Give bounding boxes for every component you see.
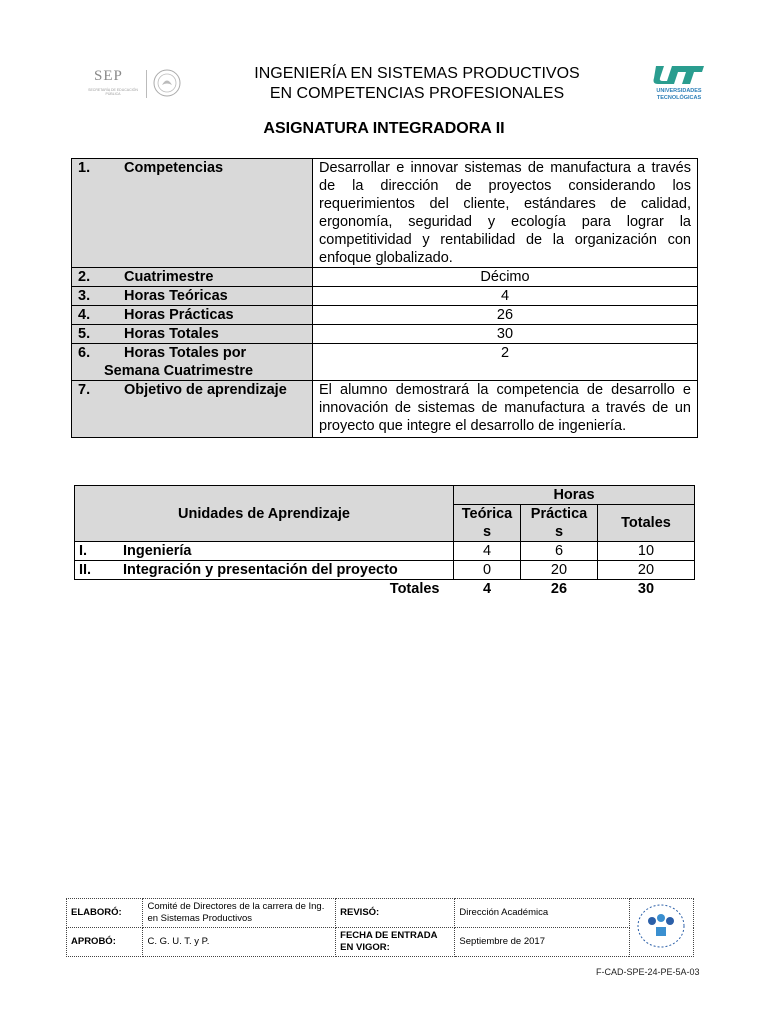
practicas-header-line1: Práctica (530, 506, 588, 522)
info-row (72, 287, 698, 306)
program-title (220, 64, 614, 104)
aprobo-value: C. G. U. T. y P. (143, 928, 336, 957)
unit-teoricas: 0 (454, 561, 521, 580)
unit-practicas: 6 (521, 542, 598, 561)
program-title-line2: EN COMPETENCIAS PROFESIONALES (269, 85, 565, 102)
info-label (72, 287, 313, 306)
totals-teoricas: 4 (482, 581, 492, 597)
info-label (72, 268, 313, 287)
subject-info-table (71, 158, 698, 438)
approval-footer-table (66, 898, 694, 957)
sep-logo (78, 66, 186, 102)
footer-row (67, 928, 694, 957)
unit-number: I. (79, 543, 88, 559)
info-row (72, 344, 698, 381)
aprobo-label: APROBÓ: (67, 928, 143, 957)
teoricas-column-header (454, 505, 521, 542)
unit-name-text: Ingeniería (123, 543, 192, 559)
unit-teoricas: 4 (454, 542, 521, 561)
unit-name (75, 542, 454, 561)
info-label-text-line2: Semana Cuatrimestre (104, 363, 254, 379)
info-value: El alumno demostrará la competencia de desarrollo e innovación de sistemas de manufactura a través de un proyecto que integre el desarrollo de ingeniería. (313, 381, 698, 438)
units-column-header: Unidades de Aprendizaje (75, 486, 454, 542)
info-label-text: Horas Prácticas (124, 307, 234, 323)
elaboro-label: ELABORÓ: (67, 899, 143, 928)
info-label-text: Cuatrimestre (124, 269, 214, 285)
info-value: 26 (313, 306, 698, 325)
info-number: 5. (78, 326, 91, 342)
info-label-text: Horas Totales por (124, 345, 247, 361)
form-code: F-CAD-SPE-24-PE-5A-03 (596, 967, 700, 977)
ut-logo-subtitle (648, 88, 710, 102)
table-row (75, 542, 695, 561)
unit-totales: 20 (598, 561, 695, 580)
sep-logo-text: SEP (94, 68, 123, 84)
elaboro-value: Comité de Directores de la carrera de Ing. en Sistemas Productivos (143, 899, 336, 928)
unit-totales: 10 (598, 542, 695, 561)
unit-practicas: 20 (521, 561, 598, 580)
logo-divider (146, 70, 147, 98)
info-label (72, 159, 313, 268)
practicas-header-line2: s (554, 524, 564, 540)
info-number: 4. (78, 307, 91, 323)
teoricas-header-line1: Teórica (461, 506, 513, 522)
info-value: 2 (313, 344, 698, 381)
unit-number: II. (79, 562, 92, 578)
unit-name (75, 561, 454, 580)
info-row (72, 306, 698, 325)
info-row (72, 325, 698, 344)
info-number: 7. (78, 382, 91, 398)
quality-seal (629, 899, 693, 957)
info-label (72, 306, 313, 325)
info-value: 4 (313, 287, 698, 306)
reviso-value: Dirección Académica (455, 899, 629, 928)
units-header-row (75, 486, 695, 505)
info-label (72, 344, 313, 381)
info-label-text: Competencias (124, 160, 224, 176)
ut-logo-subtitle-line2: TECNOLÓGICAS (656, 95, 702, 101)
program-title-line1: INGENIERÍA EN SISTEMAS PRODUCTIVOS (254, 65, 580, 82)
footer-row (67, 899, 694, 928)
reviso-label: REVISÓ: (336, 899, 455, 928)
fecha-value: Septiembre de 2017 (455, 928, 629, 957)
hours-column-header: Horas (454, 486, 695, 505)
info-number: 1. (78, 160, 91, 176)
totals-row (75, 580, 695, 599)
table-row (75, 561, 695, 580)
totals-totales: 30 (637, 581, 655, 597)
info-row (72, 159, 698, 268)
ut-logo-subtitle-line1: UNIVERSIDADES (656, 88, 702, 94)
ut-logo-icon (648, 64, 710, 88)
info-label-text: Objetivo de aprendizaje (124, 382, 287, 398)
info-label-text: Horas Teóricas (124, 288, 228, 304)
totales-column-header: Totales (598, 505, 695, 542)
quality-seal-icon (636, 903, 686, 949)
mexico-seal-icon (152, 68, 182, 98)
sep-logo-subtitle: SECRETARÍA DE EDUCACIÓN PÚBLICA (88, 88, 138, 96)
info-row (72, 381, 698, 438)
info-number: 6. (78, 345, 91, 361)
info-value: Desarrollar e innovar sistemas de manufactura a través de la dirección de proyectos considerando los requerimientos del cliente, estándares de calidad, ergonomía, seguridad y ecología para lograr la competitividad y rentabilidad de la organización con enfoque globalizado. (313, 159, 698, 268)
info-label-text: Horas Totales (124, 326, 219, 342)
info-number: 2. (78, 269, 91, 285)
totals-practicas: 26 (550, 581, 568, 597)
subject-title: ASIGNATURA INTEGRADORA II (263, 120, 505, 137)
unit-name-text: Integración y presentación del proyecto (123, 562, 398, 578)
info-number: 3. (78, 288, 91, 304)
ut-logo (648, 64, 710, 118)
info-label (72, 325, 313, 344)
info-value: Décimo (313, 268, 698, 287)
fecha-label: FECHA DE ENTRADA EN VIGOR: (336, 928, 455, 957)
learning-units-table (74, 485, 695, 598)
totals-label: Totales (389, 581, 440, 597)
teoricas-header-line2: s (482, 524, 492, 540)
info-value: 30 (313, 325, 698, 344)
info-row (72, 268, 698, 287)
info-label (72, 381, 313, 438)
practicas-column-header (521, 505, 598, 542)
